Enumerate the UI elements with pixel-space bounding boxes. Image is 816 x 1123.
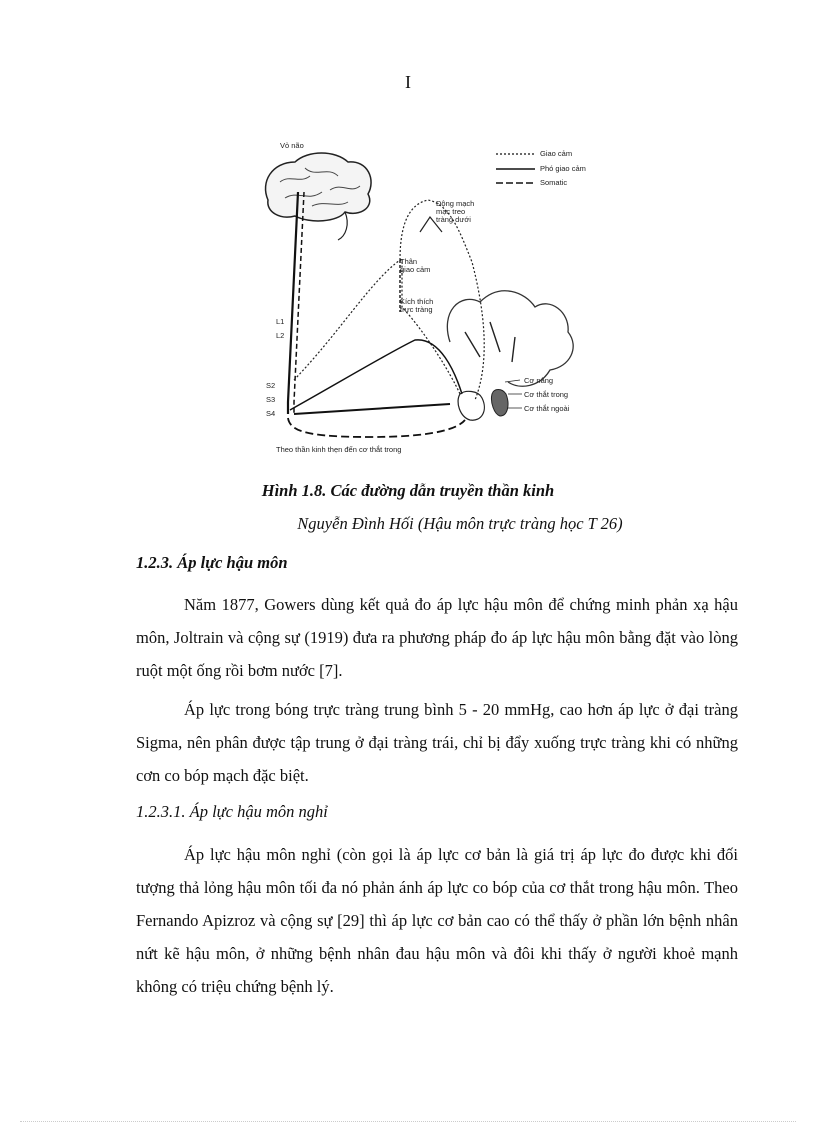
pudendal-path (288, 418, 465, 437)
label-rectal-stimulus-2: trực tràng (400, 305, 433, 314)
label-level-s2: S2 (266, 381, 276, 390)
parasympathetic-path (290, 340, 462, 410)
label-rectal-stimulus-1: Kích thích (400, 297, 434, 306)
subsection-heading: 1.2.3.1. Áp lực hậu môn nghỉ (136, 802, 328, 821)
spinal-pathway-solid (288, 192, 298, 414)
nerve-pathway-diagram (250, 132, 625, 470)
legend-sympathetic: Giao cảm (540, 149, 573, 158)
label-level-s4: S4 (266, 409, 276, 418)
paragraph: Áp lực hậu môn nghỉ (còn gọi là áp lực cơ bản là giá trị áp lực đo được khi đối tượng thả lỏng hậu môn tối đa nó phản ánh áp lực co bóp của cơ thắt trong hậu môn. Theo Fernando Apizroz và cộng sự [29] thì áp lực cơ bản cao có thể thấy ở phần lớn bệnh nhân nứt kẽ hậu môn, ở những bệnh nhân đau hậu môn và đôi khi thấy ở người khoẻ mạnh không có triệu chứng bệnh lý. (136, 845, 738, 996)
label-artery-1: Động mạch (436, 199, 475, 208)
legend-parasympathetic: Phó giao cảm (540, 164, 586, 173)
somatic-path (294, 404, 450, 414)
brain-illustration (266, 153, 372, 240)
figure-caption: Hình 1.8. Các đường dẫn truyền thần kinh (261, 481, 555, 500)
label-sympathetic-trunk-2: giao cảm (400, 265, 431, 274)
label-level-s3: S3 (266, 395, 276, 404)
figure-source: Nguyễn Đình Hối (Hậu môn trực tràng học T 26) (297, 514, 623, 533)
label-internal-sphincter: Cơ thắt trong (524, 390, 569, 399)
label-level-l1: L1 (276, 317, 285, 326)
paragraph: Áp lực trong bóng trực tràng trung bình 5 - 20 mmHg, cao hơn áp lực ở đại tràng Sigma, nên phân được tập trung ở đại tràng trái, chỉ bị đẩy xuống trực tràng khi có những cơn co bóp mạch đặc biệt. (136, 700, 738, 785)
label-levator: Cơ nâng (524, 376, 554, 385)
label-artery-2: mạc treo (436, 207, 466, 216)
label-cortex: Vỏ não (280, 141, 304, 150)
label-artery-3: tràng dưới (436, 215, 471, 224)
paragraph: Năm 1877, Gowers dùng kết quả đo áp lực hậu môn để chứng minh phản xạ hậu môn, Joltrain và cộng sự (1919) đưa ra phương pháp đo áp lực hậu môn bằng đặt vào lòng ruột một ống rồi bơm nước [7]. (136, 595, 738, 680)
legend-somatic: Somatic (540, 178, 568, 187)
nerve-pathway-figure (250, 132, 625, 470)
page-number: I (405, 72, 411, 92)
label-external-sphincter: Cơ thắt ngoài (524, 404, 570, 413)
label-bottom-path: Theo thần kinh thẹn đến cơ thắt trong (276, 445, 402, 454)
section-heading: 1.2.3. Áp lực hậu môn (136, 553, 288, 572)
label-level-l2: L2 (276, 331, 285, 340)
footer-divider (20, 1121, 796, 1122)
label-sympathetic-trunk-1: Thân (400, 257, 418, 266)
sympathetic-path (294, 260, 460, 394)
colon-illustration (447, 291, 573, 386)
